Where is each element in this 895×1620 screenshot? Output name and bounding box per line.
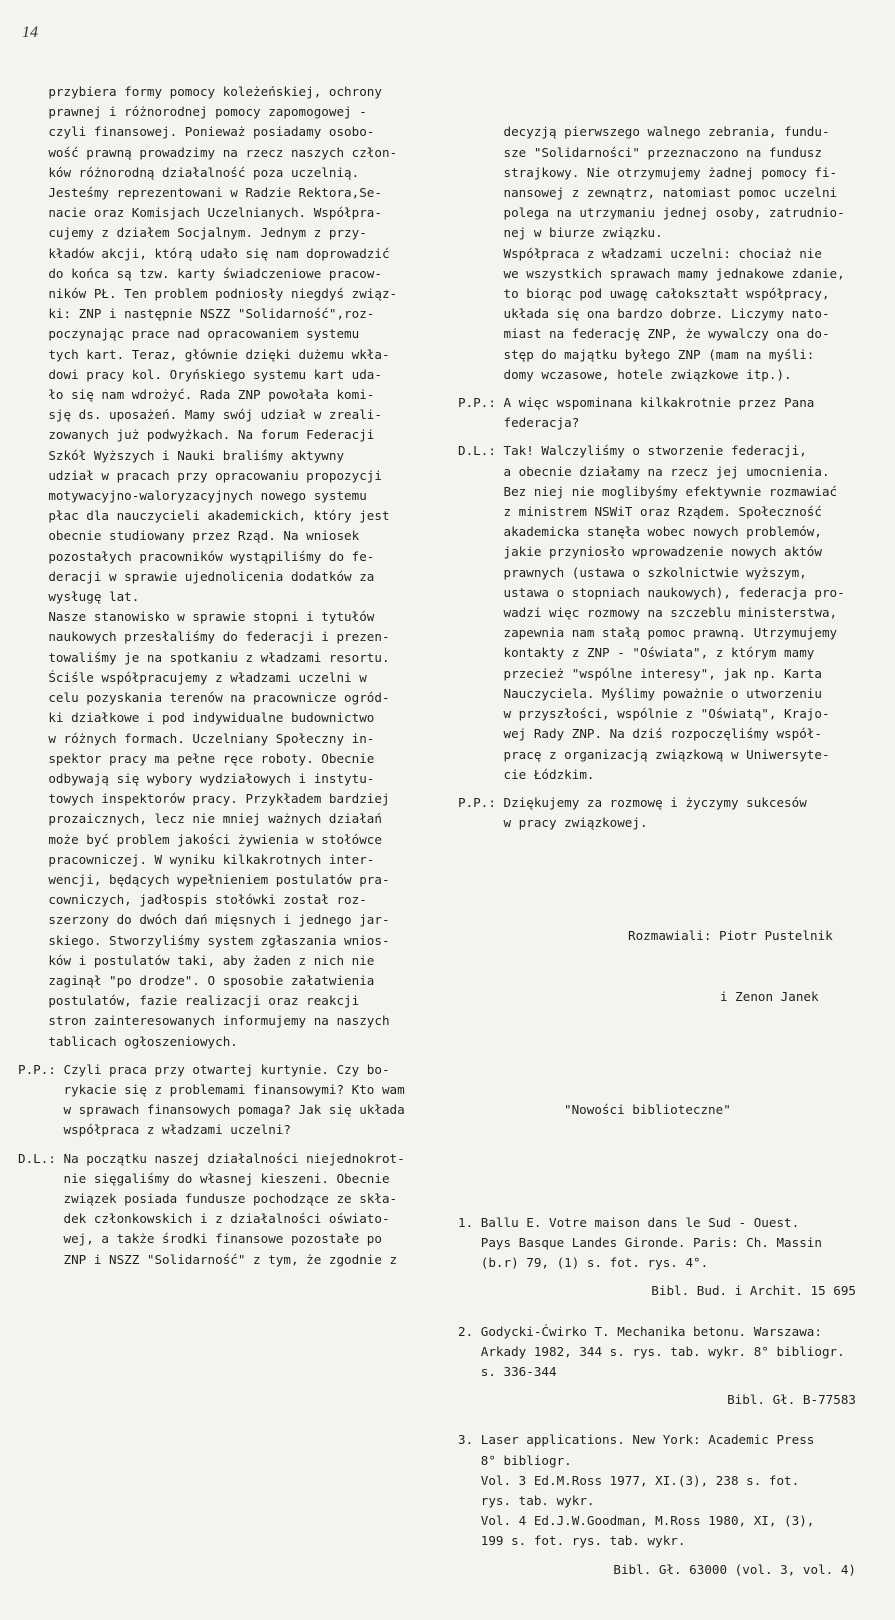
library-item-line: Pays Basque Landes Gironde. Paris: Ch. Massin — [458, 1234, 822, 1250]
library-item-line: 1. Ballu E. Votre maison dans le Sud - Ouest. — [458, 1214, 800, 1230]
signature-line-1: Rozmawiali: Piotr Pustelnik — [628, 928, 833, 944]
text-line: prozaicznych, lecz nie mniej ważnych działań — [18, 811, 382, 827]
text-line: D.L.: Tak! Walczyliśmy o stworzenie federacji, — [458, 443, 807, 459]
text-line: prawnej i różnorodnej pomocy zapomogowej - — [18, 104, 367, 120]
text-line: towaliśmy je na spotkaniu z władzami resortu. — [18, 649, 390, 665]
text-line: Współpraca z władzami uczelni: chociaż nie — [458, 245, 822, 261]
text-line: nie sięgaliśmy do własnej kieszeni. Obecnie — [18, 1170, 390, 1186]
text-line: Nasze stanowisko w sprawie stopni i tytułów — [18, 609, 375, 625]
library-item-line: Vol. 3 Ed.M.Ross 1977, XI.(3), 238 s. fot. — [458, 1472, 800, 1488]
text-line: ków i postulatów taki, aby żaden z nich nie — [18, 952, 375, 968]
library-item-ref: Bibl. Gł. 63000 (vol. 3, vol. 4) — [613, 1561, 856, 1577]
text-line: zaginął "po drodze". O sposobie załatwienia — [18, 972, 375, 988]
text-line: dowi pracy kol. Oryńskiego systemu kart uda- — [18, 366, 382, 382]
text-line: ustawa o stopniach naukowych), federacja pro- — [458, 584, 845, 600]
text-line: nej w biurze związku. — [458, 225, 663, 241]
text-line: towych inspektorów pracy. Przykładem bardziej — [18, 791, 390, 807]
text-line: P.P.: Dziękujemy za rozmowę i życzymy sukcesów — [458, 794, 807, 810]
text-line: nansowej z zewnątrz, natomiast pomoc uczelni — [458, 185, 838, 201]
text-line: udział w pracach przy opracowaniu propozycji — [18, 467, 382, 483]
text-line: szerzony do dwóch dań mięsnych i jednego jar- — [18, 912, 390, 928]
library-item-line: s. 336-344 — [458, 1363, 557, 1379]
library-item-line: 3. Laser applications. New York: Academic Press — [458, 1432, 815, 1448]
text-line: poczynając prace nad opracowaniem systemu — [18, 326, 360, 342]
text-line: wadzi więc rozmowy na szczeblu ministerstwa, — [458, 605, 838, 621]
text-line: w sprawach finansowych pomaga? Jak się układa — [18, 1102, 405, 1118]
text-line: pracowniczej. W wyniku kilkakrotnych inter- — [18, 851, 375, 867]
left-column — [18, 82, 438, 1270]
library-item-line: rys. tab. wykr. — [458, 1493, 595, 1508]
text-line: sze "Solidarności" przeznaczono na fundusz — [458, 144, 822, 160]
text-line: tablicach ogłoszeniowych. — [18, 1033, 238, 1049]
library-item-line: Vol. 4 Ed.J.W.Goodman, M.Ross 1980, XI, (3), — [458, 1513, 815, 1529]
library-item-line: 2. Godycki-Ćwirko T. Mechanika betonu. Warszawa: — [458, 1323, 822, 1339]
text-line: z ministrem NSWiT oraz Rządem. Społeczność — [458, 504, 822, 520]
text-line: tych kart. Teraz, głównie dzięki dużemu wkła- — [18, 346, 390, 362]
text-line: kładów akcji, którą udało się nam doprowadzić — [18, 245, 390, 261]
text-line: skiego. Stworzyliśmy system zgłaszania wnios- — [18, 932, 390, 948]
library-item-ref: Bibl. Bud. i Archit. 15 695 — [651, 1283, 856, 1299]
text-line: federacja? — [458, 415, 580, 431]
library-item — [458, 1430, 878, 1599]
text-line: obecnie studiowany przez Rząd. Na wniosek — [18, 528, 360, 544]
text-line: to biorąc pod uwagę całokształt współpracy, — [458, 286, 830, 302]
text-line: celu pozyskania terenów na pracownicze ogród- — [18, 690, 390, 706]
library-item — [458, 1322, 878, 1431]
text-line: w różnych formach. Uczelniany Społeczny in- — [18, 730, 375, 746]
text-line: wej, a także środki finansowe pozostałe po — [18, 1231, 382, 1247]
text-line: jakie przyniosło wprowadzenie nowych aktów — [458, 544, 822, 560]
text-line: stęp do majątku byłego ZNP (mam na myśli: — [458, 346, 815, 362]
library-heading: "Nowości biblioteczne" — [564, 1101, 731, 1117]
text-line: płac dla nauczycieli akademickich, który jest — [18, 508, 390, 524]
library-list — [458, 1213, 878, 1600]
text-line: miast na federację ZNP, że wywalczy ona do- — [458, 326, 830, 342]
text-line: przecież "wspólne interesy", jak np. Karta — [458, 665, 822, 681]
text-line: do końca są tzw. karty świadczeniowe pracow- — [18, 265, 382, 281]
text-line: ZNP i NSZZ "Solidarność" z tym, że zgodnie z — [18, 1251, 398, 1267]
library-item-ref: Bibl. Gł. B-77583 — [727, 1392, 856, 1408]
text-line: układa się ona bardzo dobrze. Liczymy nato- — [458, 306, 830, 322]
text-line: kontakty z ZNP - "Oświata", z którym mamy — [458, 645, 815, 661]
text-line: w przyszłości, wspólnie z "Oświatą", Krajo- — [458, 706, 830, 722]
text-line: prawnych (ustawa o szkolnictwie wyższym, — [458, 564, 807, 580]
right-column — [458, 82, 878, 1620]
text-line: ki działkowe i pod indywidualne budownictwo — [18, 710, 375, 726]
text-line: akademicka stanęła wobec nowych problemów, — [458, 524, 822, 540]
text-line: wysługę lat. — [18, 589, 140, 605]
text-line: Jesteśmy reprezentowani w Radzie Rektora,Se- — [18, 185, 382, 201]
text-line: pozostałych pracowników wystąpiliśmy do fe- — [18, 548, 375, 564]
text-line: odbywają się wybory wydziałowych i instytu- — [18, 770, 375, 786]
text-line: sję ds. uposażeń. Mamy swój udział w zreali- — [18, 407, 382, 423]
text-line: cujemy z działem Socjalnym. Jednym z przy- — [18, 225, 367, 241]
text-line: wencji, będących wypełnieniem postulatów pra- — [18, 871, 390, 887]
text-line: a obecnie działamy na rzecz jej umocnienia. — [458, 463, 830, 479]
page-number: 14 — [22, 24, 38, 41]
text-line: wej Rady ZNP. Na dziś rozpoczęliśmy współ- — [458, 726, 822, 742]
text-line: ników PŁ. Ten problem podniosły niegdyś związ- — [18, 286, 398, 302]
text-line: spektor pracy ma pełne ręce roboty. Obecnie — [18, 750, 375, 766]
text-line: naukowych przesłaliśmy do federacji i prezen- — [18, 629, 390, 645]
text-line: cie Łódzkim. — [458, 766, 595, 782]
text-line: Ściśle współpracujemy z władzami uczelni w — [18, 669, 367, 685]
text-line: decyzją pierwszego walnego zebrania, fundu- — [458, 124, 830, 140]
signature-line-2: i Zenon Janek — [720, 988, 819, 1004]
text-line: może być problem jakości żywienia w stołówce — [18, 831, 382, 847]
text-line: Szkół Wyższych i Nauki braliśmy aktywny — [18, 447, 345, 463]
text-line: ło się nam wdrożyć. Rada ZNP powołała komi- — [18, 387, 375, 403]
text-line: zapewnia nam stałą pomoc prawną. Utrzymujemy — [458, 625, 838, 641]
text-line: cowniczych, jadłospis stołówki został roz- — [18, 892, 367, 908]
text-line: zowanych już podwyżkach. Na forum Federacji — [18, 427, 375, 443]
text-line: domy wczasowe, hotele związkowe itp.). — [458, 366, 792, 382]
text-line: deracji w sprawie ujednolicenia dodatków za — [18, 568, 375, 584]
text-line: D.L.: Na początku naszej działalności niejednokrot- — [18, 1150, 405, 1166]
text-line: stron zainteresowanych informujemy na naszych — [18, 1013, 390, 1029]
text-line: Nauczyciela. Myślimy poważnie o utworzeniu — [458, 685, 822, 701]
text-line: we wszystkich sprawach mamy jednakowe zdanie, — [458, 265, 845, 281]
text-line: ki: ZNP i następnie NSZZ "Solidarność",roz- — [18, 306, 375, 322]
text-line: współpraca z władzami uczelni? — [18, 1122, 291, 1138]
text-line: strajkowy. Nie otrzymujemy żadnej pomocy fi- — [458, 164, 838, 180]
text-line: Bez niej nie moglibyśmy efektywnie rozmawiać — [458, 483, 838, 499]
text-line: dek członkowskich i z działalności oświato- — [18, 1211, 390, 1227]
text-line: postulatów, fazie realizacji oraz reakcji — [18, 993, 360, 1009]
text-line: motywacyjno-waloryzacyjnych nowego systemu — [18, 488, 367, 504]
text-line: związek posiada fundusze pochodzące ze skła- — [18, 1190, 398, 1206]
interview-continuation — [458, 122, 878, 833]
text-line: polega na utrzymaniu jednej osoby, zatrudnio- — [458, 205, 845, 221]
library-item — [458, 1213, 878, 1322]
text-line: nacie oraz Komisjach Uczelnianych. Współpra- — [18, 205, 382, 221]
library-item-line: 8° bibliogr. — [458, 1452, 572, 1468]
library-item-line: 199 s. fot. rys. tab. wykr. — [458, 1533, 686, 1549]
text-line: pracę z organizacją związkową w Uniwersyte- — [458, 746, 830, 762]
library-item-line: Arkady 1982, 344 s. rys. tab. wykr. 8° bibliogr. — [458, 1343, 845, 1359]
text-line: P.P.: A więc wspominana kilkakrotnie przez Pana — [458, 395, 815, 411]
text-line: wość prawną prowadzimy na rzecz naszych człon- — [18, 144, 398, 160]
text-line: rykacie się z problemami finansowymi? Kto wam — [18, 1081, 405, 1097]
text-line: przybiera formy pomocy koleżeńskiej, ochrony — [18, 84, 382, 99]
text-line: czyli finansowej. Ponieważ posiadamy osobo- — [18, 124, 375, 140]
library-item-line: (b.r) 79, (1) s. fot. rys. 4°. — [458, 1255, 709, 1271]
text-line: w pracy związkowej. — [458, 815, 648, 831]
text-line: P.P.: Czyli praca przy otwartej kurtynie. Czy bo- — [18, 1061, 390, 1077]
text-line: ków różnorodną działalność poza uczelnią. — [18, 164, 360, 180]
